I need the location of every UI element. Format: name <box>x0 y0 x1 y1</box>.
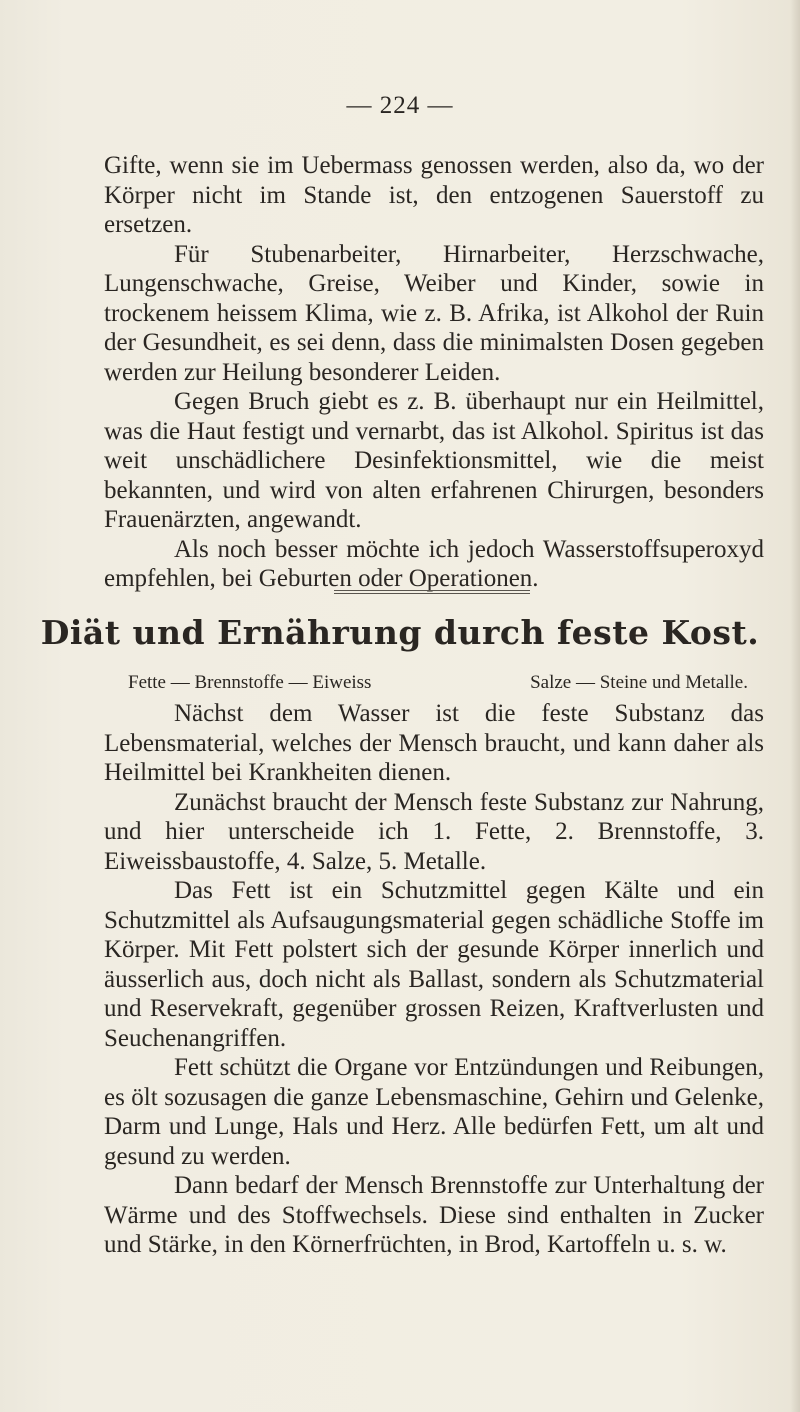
subheading-left: Fette — Brennstoffe — Eiweiss <box>128 672 372 693</box>
paragraph: Für Stubenarbeiter, Hirnarbeiter, Herzschwache, Lungenschwache, Greise, Weiber und Kinder, sowie in trockenem heissem Klima, wie z. B. Afrika, ist Alkohol der Ruin der Gesundheit, es sei denn, dass die minimalsten Dosen gegeben werden zur Heilung besonderer Leiden. <box>104 240 764 386</box>
page-edge-shadow <box>790 0 800 1412</box>
text-block-bottom <box>104 699 764 1260</box>
paragraph: Nächst dem Wasser ist die feste Substanz das Lebensmaterial, welches der Mensch braucht, und kann daher als Heilmittel bei Krankheiten dienen. <box>104 700 764 786</box>
paragraph: Als noch besser möchte ich jedoch Wasserstoffsuperoxyd empfehlen, bei Geburten oder Operationen. <box>104 535 764 592</box>
page-number: — 224 — <box>346 92 454 119</box>
paragraph: Gifte, wenn sie im Uebermass genossen werden, also da, wo der Körper nicht im Stande ist, den entzogenen Sauerstoff zu ersetzen. <box>104 152 764 238</box>
paragraph: Das Fett ist ein Schutzmittel gegen Kälte und ein Schutzmittel als Aufsaugungsmaterial gegen schädliche Stoffe im Körper. Mit Fett polstert sich der gesunde Körper innerlich und äusserlich aus, doch nicht als Ballast, sondern als Schutzmaterial und Reservekraft, gegenüber grossen Reizen, Kraftverlusten und Seuchenangriffen. <box>104 877 764 1052</box>
text-block-top <box>104 151 764 594</box>
section-divider <box>334 590 530 594</box>
paragraph: Gegen Bruch giebt es z. B. überhaupt nur ein Heilmittel, was die Haut festigt und vernarbt, das ist Alkohol. Spiritus ist das weit unschädlichere Desinfektionsmittel, wie die meist bekannten, und wird von alten erfahrenen Chirurgen, besonders Frauenärzten, angewandt. <box>104 388 764 533</box>
paragraph: Dann bedarf der Mensch Brennstoffe zur Unterhaltung der Wärme und des Stoffwechsels. Diese sind enthalten in Zucker und Stärke, in den Körnerfrüchten, in Brod, Kartoffeln u. s. w. <box>104 1172 764 1258</box>
section-subheading <box>128 672 748 694</box>
paragraph: Fett schützt die Organe vor Entzündungen und Reibungen, es ölt sozusagen die ganze Lebensmaschine, Gehirn und Gelenke, Darm und Lunge, Hals und Herz. Alle bedürfen Fett, um alt und gesund zu werden. <box>104 1054 764 1170</box>
subheading-right: Salze — Steine und Metalle. <box>530 672 748 693</box>
paragraph: Zunächst braucht der Mensch feste Substanz zur Nahrung, und hier unterscheide ich 1. Fette, 2. Brennstoffe, 3. Eiweissbaustoffe, 4. Salze, 5. Metalle. <box>104 788 764 875</box>
section-heading: Diät und Ernährung durch feste Kost. <box>40 613 760 652</box>
